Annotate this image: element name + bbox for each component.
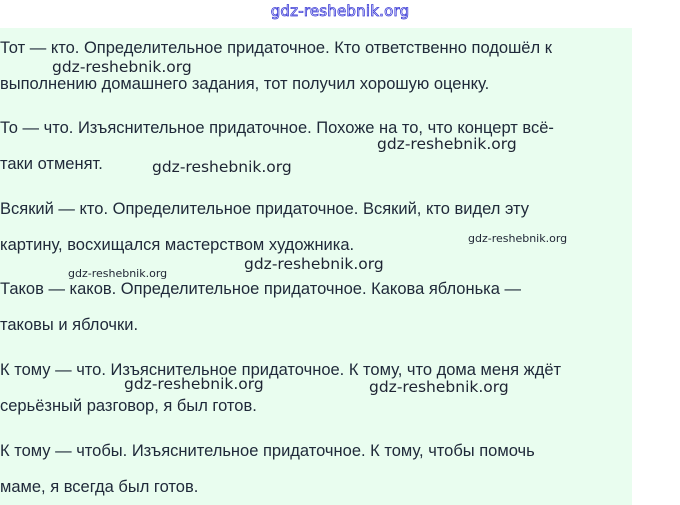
- paragraph-2-line-1: То — что. Изъяснительное придаточное. Похоже на то, что концерт всё-: [0, 119, 554, 137]
- paragraph-1-line-2: выполнению домашнего задания, тот получил хорошую оценку.: [0, 75, 490, 93]
- watermark: gdz-reshebnik.org: [124, 375, 264, 393]
- watermark: gdz-reshebnik.org: [152, 158, 292, 176]
- paragraph-2-line-2: таки отменят.: [0, 155, 103, 173]
- paragraph-3-line-1: Всякий — кто. Определительное придаточное. Всякий, кто видел эту: [0, 200, 529, 218]
- paragraph-6-line-1: К тому — чтобы. Изъяснительное придаточное. К тому, чтобы помочь: [0, 442, 535, 460]
- header-watermark: gdz-reshebnik.org: [270, 2, 410, 20]
- paragraph-6: [0, 433, 628, 505]
- watermark: gdz-reshebnik.org: [468, 232, 568, 245]
- paragraph-5: [0, 352, 628, 424]
- paragraph-6-line-2: маме, я всегда был готов.: [0, 478, 199, 496]
- watermark: gdz-reshebnik.org: [377, 135, 517, 153]
- watermark: gdz-reshebnik.org: [244, 255, 384, 273]
- paragraph-5-line-2: серьёзный разговор, я был готов.: [0, 397, 257, 415]
- paragraph-3-line-2: картину, восхищался мастерством художника.: [0, 236, 355, 254]
- paragraph-4-line-1: Таков — каков. Определительное придаточное. Какова яблонька —: [0, 280, 522, 298]
- paragraph-1-line-1: Тот — кто. Определительное придаточное. Кто ответственно подошёл к: [0, 39, 552, 57]
- paragraph-3: [0, 191, 628, 263]
- paragraph-2: [0, 110, 628, 182]
- watermark: gdz-reshebnik.org: [369, 378, 509, 396]
- watermark: gdz-reshebnik.org: [68, 267, 168, 280]
- paragraph-5-line-1: К тому — что. Изъяснительное придаточное. К тому, что дома меня ждёт: [0, 361, 562, 379]
- paragraph-4: [0, 271, 628, 343]
- watermark: gdz-reshebnik.org: [52, 58, 192, 76]
- paragraph-4-line-2: таковы и яблочки.: [0, 316, 139, 334]
